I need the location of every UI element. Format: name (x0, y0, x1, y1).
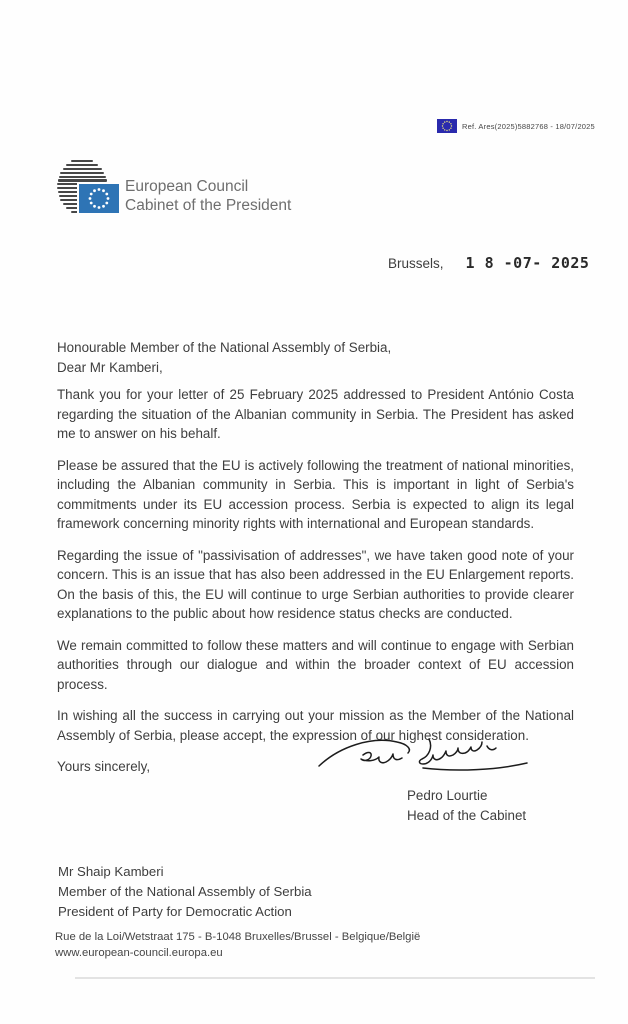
footer-website: www.european-council.europa.eu (55, 946, 223, 959)
recipient-role: President of Party for Democratic Action (58, 904, 292, 919)
paragraph: Please be assured that the EU is actively following the treatment of national minorities, including the Albanian community in Serbia. This is important in light of Serbia's commitments under its EU accession process. Serbia is expected to align its legal framework concerning minority rights with international and European standards. (57, 457, 574, 531)
recipient-block (58, 862, 312, 922)
handwritten-signature (317, 733, 533, 775)
dateline (388, 254, 589, 272)
ares-reference-text: Ref. Ares(2025)5882768 - 18/07/2025 (462, 121, 595, 131)
signer-block (407, 786, 526, 826)
letter-body (57, 338, 574, 777)
logo-wordmark (125, 177, 291, 215)
paragraph: Thank you for your letter of 25 February 2025 addressed to President António Costa regarding the situation of the Albanian community in Serbia. The President has asked me to answer on his behalf. (57, 387, 574, 441)
recipient-name: Mr Shaip Kamberi (58, 864, 164, 879)
org-department: Cabinet of the President (125, 197, 292, 214)
footer-address: Rue de la Loi/Wetstraat 175 - B-1048 Bruxelles/Brussel - Belgique/België (55, 931, 421, 943)
signer-title: Head of the Cabinet (407, 808, 527, 823)
eu-flag-icon (79, 184, 119, 213)
signer-name: Pedro Lourtie (407, 788, 488, 803)
date-stamp: 1 8 -07- 2025 (465, 254, 590, 272)
letter-footer (55, 930, 420, 961)
paragraph: Regarding the issue of "passivisation of addresses", we have taken good note of your concern. This is an issue that has also been addressed in the EU Enlargement reports. On the basis of this, the EU will continue to urge Serbian authorities to provide clearer explanations to the public about how residence status checks are conducted. (57, 547, 574, 621)
recipient-role: Member of the National Assembly of Serbia (58, 884, 312, 899)
scan-artifact-line (75, 977, 595, 979)
paragraph: In wishing all the success in carrying out your mission as the Member of the National Assembly of Serbia, please accept, the expression of our highest consideration. (57, 708, 574, 743)
paragraph: We remain committed to follow these matters and will continue to engage with Serbian authorities through our dialogue and within the broader context of EU accession process. (57, 637, 574, 692)
ares-registration-badge (437, 119, 595, 133)
salutation-line: Honourable Member of the National Assembly of Serbia, (57, 340, 392, 355)
city-label: Brussels, (388, 256, 444, 271)
org-name: European Council (125, 178, 249, 195)
european-council-logo (57, 158, 457, 228)
salutation-line: Dear Mr Kamberi, (57, 359, 163, 375)
closing-line: Yours sincerely, (57, 759, 151, 774)
eu-flag-icon (437, 119, 457, 133)
